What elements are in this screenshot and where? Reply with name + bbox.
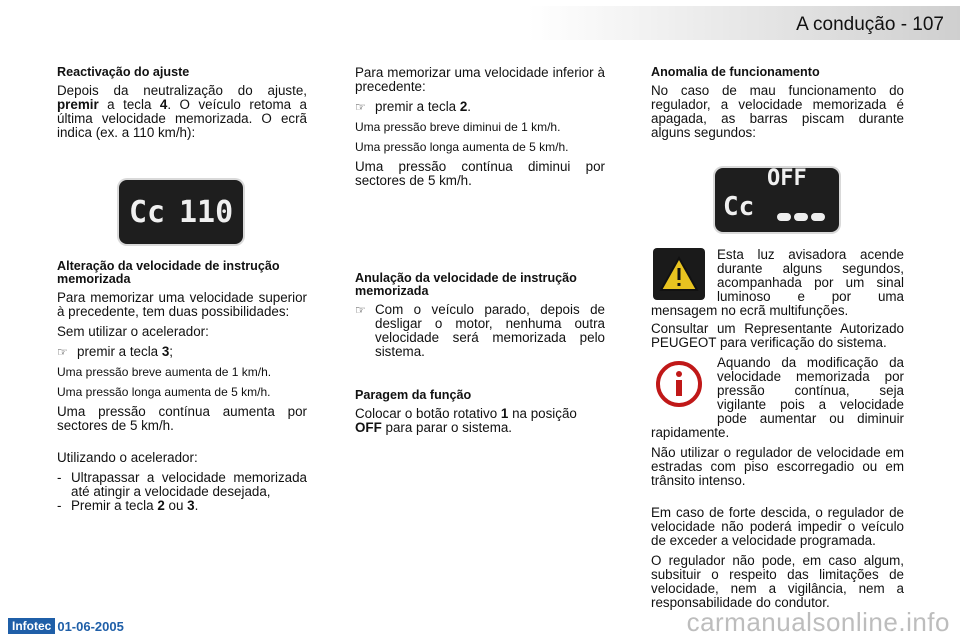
footer	[8, 618, 124, 634]
bullet-cancel: ☞ Com o veículo parado, depois de desligar o motor, nenhuma outra velocidade será memorizada pelo sistema.	[355, 302, 605, 359]
blinking-bars	[777, 210, 825, 224]
descent-text: Em caso de forte descida, o regulador de velocidade não poderá impedir o veículo de exceder a velocidade programada.	[651, 505, 904, 548]
cruise-display-off	[715, 168, 839, 232]
display-speed-value: 110	[179, 195, 234, 230]
warning-block	[651, 248, 904, 318]
section-title-stop: Paragem da função	[355, 388, 472, 402]
with-accelerator-text: Utilizando o acelerador:	[57, 450, 198, 465]
consult-text: Consultar um Representante Autorizado PEUGEOT para verificação do sistema.	[651, 321, 904, 350]
long-press-decrease-text: Uma pressão longa aumenta de 5 km/h.	[355, 140, 569, 154]
page-header	[0, 6, 960, 40]
page-title: A condução - 107	[796, 14, 944, 35]
pointing-hand-icon: ☞	[355, 303, 366, 317]
info-circle-icon	[651, 356, 707, 412]
footer-date: 01-06-2005	[57, 618, 124, 634]
responsibility-text: O regulador não pode, em caso algum, subsituir o respeito das limitações de velocidade, nem a vigilância, nem a responsabilidade do condutor.	[651, 553, 904, 610]
pointing-hand-icon: ☞	[57, 345, 68, 359]
info-block	[651, 356, 904, 440]
section-title-cancel: Anulação da velocidade de instrução memorizada	[355, 271, 577, 298]
lower-speed-text: Para memorizar uma velocidade inferior à precedente:	[355, 65, 605, 94]
pointing-hand-icon: ☞	[355, 100, 366, 114]
column-1	[57, 66, 307, 513]
column-3	[651, 66, 904, 616]
stop-text: Colocar o botão rotativo 1 na posição OFF para parar o sistema.	[355, 406, 577, 435]
bullet-press-key-2: ☞ premir a tecla 2.	[355, 99, 472, 114]
warning-text: Esta luz avisadora acende durante alguns segundos, acompanhada por um sinal luminoso e por uma mensagem no ecrã multifunções.	[651, 248, 904, 318]
display-mode-text: Cc	[723, 192, 755, 222]
continuous-decrease-text: Uma pressão contínua diminui por sectores de 5 km/h.	[355, 159, 605, 188]
long-press-text: Uma pressão longa aumenta de 5 km/h.	[57, 385, 271, 399]
warning-triangle-icon	[653, 248, 705, 300]
watermark: carmanualsonline.info	[686, 607, 950, 637]
dash-item-1: - Ultrapassar a velocidade memorizada até atingir a velocidade desejada,	[57, 470, 307, 499]
slippery-road-text: Não utilizar o regulador de velocidade em estradas com piso escorregadio ou em trânsito intenso.	[651, 445, 904, 488]
malfunction-text: No caso de mau funcionamento do regulador, a velocidade memorizada é apagada, as barras piscam durante alguns segundos:	[651, 83, 904, 140]
change-speed-text: Para memorizar uma velocidade superior à precedente, tem duas possibilidades:	[57, 290, 307, 319]
display-off-text: OFF	[767, 166, 807, 191]
bullet-press-key-3: ☞ premir a tecla 3;	[57, 344, 174, 359]
short-press-decrease-text: Uma pressão breve diminui de 1 km/h.	[355, 120, 561, 134]
display-mode-text: Cc	[129, 195, 166, 230]
section-title-reactivation: Reactivação do ajuste	[57, 65, 190, 79]
reactivation-text: Depois da neutralização do ajuste, premir a tecla 4. O veículo retoma a última velocidade memorizada. O ecrã indica (ex. a 110 km/h):	[57, 83, 307, 140]
dash-item-2: - Premir a tecla 2 ou 3.	[57, 498, 199, 513]
without-accelerator-text: Sem utilizar o acelerador:	[57, 324, 209, 339]
cruise-display-110	[119, 180, 243, 244]
infotec-logo: Infotec	[8, 618, 55, 634]
column-2	[355, 66, 605, 441]
info-text: Aquando da modificação da velocidade memorizada por pressão contínua, seja vigilante pois a velocidade pode aumentar ou diminuir rapidamente.	[651, 355, 904, 440]
continuous-press-text: Uma pressão contínua aumenta por sectores de 5 km/h.	[57, 404, 307, 433]
section-title-malfunction: Anomalia de funcionamento	[651, 65, 820, 79]
short-press-text: Uma pressão breve aumenta de 1 km/h.	[57, 365, 272, 379]
section-title-change-speed: Alteração da velocidade de instrução memorizada	[57, 259, 280, 286]
